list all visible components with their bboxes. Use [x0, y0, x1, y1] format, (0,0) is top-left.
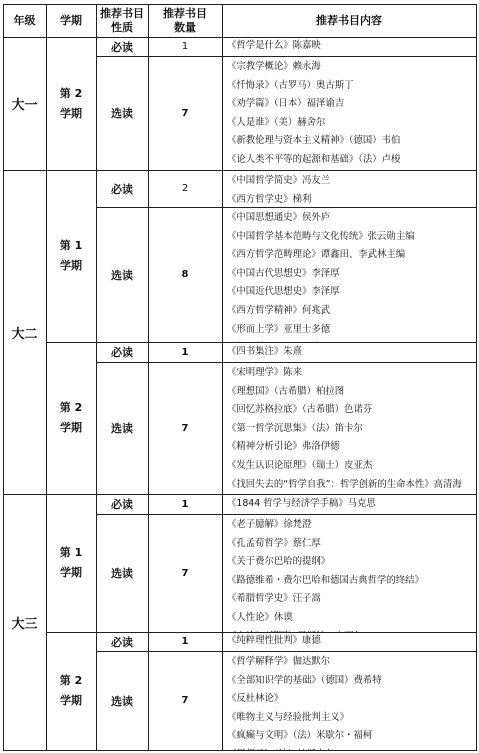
term-line: 学期 [60, 694, 82, 707]
required-label [96, 632, 148, 651]
book-entry: 《找回失去的“哲学自我”：哲学创新的生命本性》高清海 [227, 478, 462, 490]
type-text: 必读 [111, 346, 133, 359]
book-entry: 《四书集注》朱熹 [227, 345, 303, 357]
grid-line [46, 4, 47, 751]
book-entry: 《路德维希・费尔巴哈和德国古典哲学的终结》 [227, 574, 424, 586]
term-line: 学期 [60, 106, 82, 120]
book-entry: 《回忆苏格拉底》（古希腊）色诺芬 [227, 404, 373, 416]
header-term-label: 学期 [60, 13, 82, 27]
grid-line [476, 4, 477, 751]
book-entry: 《精神分析引论》弗洛伊德 [227, 441, 340, 453]
book-count [148, 342, 222, 362]
header-count-line: 推荐书目 [163, 6, 207, 20]
type-text: 选读 [111, 107, 133, 120]
grid-line [222, 4, 223, 751]
book-entry: 《哲学是什么》陈嘉映 [227, 40, 321, 52]
book-count [148, 514, 222, 632]
book-entry: 《忏悔录》（古罗马）奥古斯丁 [227, 79, 354, 91]
grid-line [96, 4, 97, 751]
count-text: 1 [181, 498, 189, 510]
book-list [222, 207, 476, 342]
count-text: 7 [181, 107, 189, 119]
header-nature-line: 性质 [111, 20, 133, 34]
count-text: 8 [181, 269, 189, 280]
type-text: 选读 [111, 422, 133, 435]
book-count [148, 651, 222, 750]
term-line: 学期 [60, 259, 82, 272]
grid-line [3, 4, 4, 751]
book-entry: 《西方哲学范畴理论》谭鑫田、李武林主编 [227, 249, 406, 261]
book-entry: 《发生认识论原理》（瑞士）皮亚杰 [227, 459, 373, 471]
book-entry: 《第一哲学沉思集》（法）笛卡尔 [227, 422, 363, 434]
type-text: 选读 [111, 567, 133, 580]
term-label [46, 37, 96, 170]
book-count [148, 56, 222, 170]
grid-line [3, 4, 477, 5]
grade-text: 大二 [11, 326, 38, 342]
book-entry: 《中国古代思想史》李泽厚 [227, 267, 340, 279]
book-entry: 《论人类不平等的起源和基础》（法）卢梭 [227, 153, 401, 165]
book-entry: 《唯物主义与经验批判主义》 [227, 711, 349, 723]
book-count [148, 170, 222, 207]
count-text: 7 [181, 567, 189, 579]
book-entry: 《中国近代思想史》李泽厚 [227, 286, 340, 298]
book-list [222, 651, 476, 750]
count-text: 1 [181, 636, 189, 647]
header-count-line: 数量 [174, 20, 196, 34]
book-entry: 《新教伦理与资本主义精神》（德国）韦伯 [227, 135, 401, 147]
book-entry: 《宋明理学》陈来 [227, 367, 303, 378]
book-entry: 《中国思想通史》侯外庐 [227, 212, 331, 223]
type-text: 选读 [111, 694, 133, 708]
term-label [46, 494, 96, 632]
header-grade [3, 4, 46, 37]
elective-label [96, 207, 148, 342]
type-text: 必读 [111, 182, 133, 196]
book-list [222, 342, 476, 362]
header-content [222, 4, 476, 37]
book-entry: 《反杜林论》 [227, 693, 284, 705]
book-entry: 《关于费尔巴哈的提纲》 [227, 556, 331, 568]
header-grade-label: 年级 [13, 13, 36, 27]
term-line: 第 2 [59, 86, 83, 100]
grid-line [148, 4, 149, 751]
header-nature-line: 推荐书目 [100, 6, 144, 20]
book-entry: 《西方哲学精神》何兆武 [227, 304, 331, 316]
book-list [222, 170, 476, 207]
book-count [148, 37, 222, 56]
grade-text: 大三 [11, 616, 38, 632]
book-entry: 《形而上学》亚里士多德 [227, 323, 331, 335]
count-text: 7 [181, 422, 189, 434]
required-label [96, 37, 148, 56]
book-entry: 《老子臆解》徐梵澄 [227, 519, 312, 530]
required-label [96, 494, 148, 514]
grade-text: 大一 [11, 98, 38, 113]
book-entry: 《人是谁》（美）赫舍尔 [227, 116, 326, 128]
elective-label [96, 362, 148, 494]
grid-line [3, 750, 477, 751]
book-entry: 《宗教学概论》赖永海 [227, 61, 321, 72]
elective-label [96, 56, 148, 170]
elective-label [96, 514, 148, 632]
term-line: 第 2 [59, 401, 83, 414]
type-text: 选读 [111, 268, 133, 282]
book-list [222, 632, 476, 651]
header-count [148, 4, 222, 37]
grade-label [3, 494, 46, 750]
elective-label [96, 651, 148, 750]
type-text: 必读 [111, 498, 133, 511]
term-label [46, 342, 96, 494]
book-list [222, 37, 476, 56]
term-line: 学期 [60, 566, 82, 579]
book-count [148, 207, 222, 342]
book-list [222, 362, 476, 494]
header-content-label: 推荐书目内容 [316, 13, 382, 27]
term-line: 第 2 [59, 674, 83, 687]
book-count [148, 362, 222, 494]
grade-label [3, 37, 46, 170]
count-text: 2 [181, 183, 189, 194]
book-count [148, 494, 222, 514]
header-nature [96, 4, 148, 37]
type-text: 必读 [111, 635, 133, 649]
term-line: 第 1 [59, 546, 83, 559]
book-entry: 《哲学解释学》伽达默尔 [227, 656, 331, 667]
book-entry: 《纯粹理性批判》康德 [227, 635, 321, 647]
term-line: 学期 [60, 421, 82, 434]
book-entry: 《1844 哲学与经济学手稿》马克思 [227, 497, 376, 509]
book-list [222, 56, 476, 170]
book-entry: 《劝学篇》（日本）福泽谕吉 [227, 98, 345, 110]
book-list [222, 494, 476, 514]
grade-label [3, 170, 46, 494]
book-entry: 《中国哲学基本范畴与文化传统》张云勋主编 [227, 230, 415, 242]
required-label [96, 342, 148, 362]
type-text: 必读 [111, 40, 133, 54]
header-term [46, 4, 96, 37]
book-entry: 《孔孟荀哲学》蔡仁厚 [227, 537, 321, 549]
book-count [148, 632, 222, 651]
book-list [222, 514, 476, 632]
book-entry: 《全部知识学的基础》（德国）费希特 [227, 674, 382, 686]
term-label [46, 632, 96, 750]
term-label [46, 170, 96, 342]
book-entry: 《理想国》（古希腊）柏拉图 [227, 385, 345, 397]
count-text: 1 [181, 41, 189, 52]
term-line: 第 1 [59, 239, 83, 252]
count-text: 1 [181, 346, 189, 358]
required-label [96, 170, 148, 207]
count-text: 7 [181, 695, 189, 706]
book-entry: 《中国哲学简史》冯友兰 [227, 175, 331, 186]
book-entry: 《西方哲学史》梯利 [227, 193, 312, 205]
book-entry: 《疯癫与文明》（法）米歇尔・福柯 [227, 730, 373, 742]
book-entry: 《人性论》休谟 [227, 611, 293, 623]
book-entry: 《希腊哲学史》汪子嵩 [227, 593, 321, 605]
